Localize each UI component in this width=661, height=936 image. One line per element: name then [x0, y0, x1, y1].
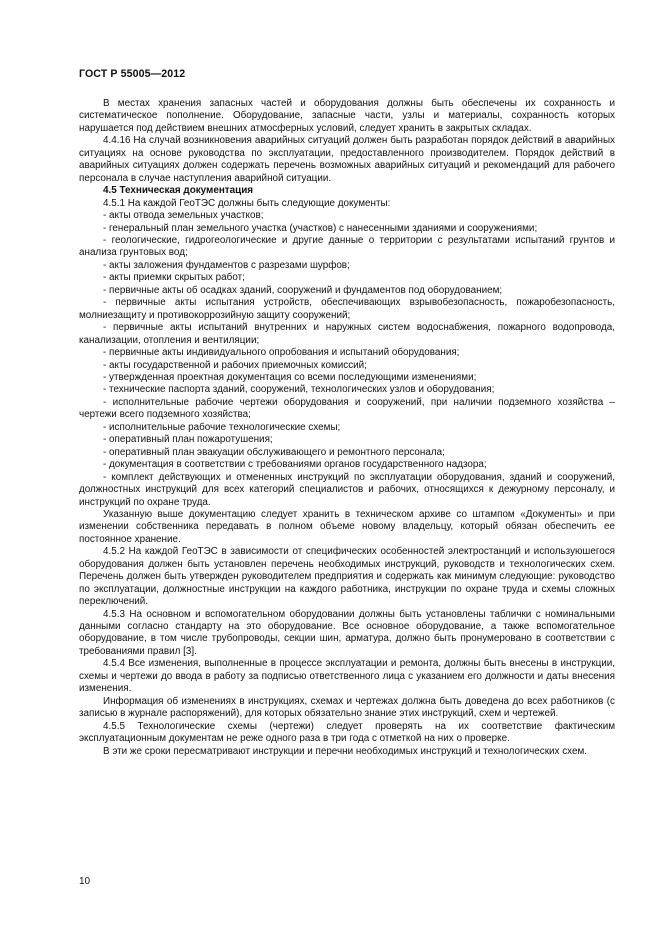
- body-paragraph: - первичные акты испытаний внутренних и наружных систем водоснабжения, пожарного водопровода, канализации, отопления и вентиляции;: [79, 322, 615, 346]
- body-paragraph: Указанную выше документацию следует хранить в техническом архиве со штампом «Документы» и при изменении собственника передавать в полном объеме новому владельцу, который обязан обеспечить ее постоянное хранение.: [79, 508, 615, 545]
- body-paragraph: - акты приемки скрытых работ;: [103, 272, 245, 284]
- body-paragraph: - утвержденная проектная документация со всеми последующими изменениями;: [103, 371, 477, 383]
- section-heading: 4.5 Техническая документация: [103, 185, 254, 197]
- body-paragraph: 4.5.2 На каждой ГеоТЭС в зависимости от специфических особенностей электростанций и используюшегося оборудования должен быть установлен перечень необходимых инструкций, руководств и технологических схем. Перечень должен быть утвержден руководителем предприятия и содержать как минимум следующие: руководство по эксплуатации, должностные инструкции на каждого работника, инструкции по охране труда и схемы сложных переключений.: [79, 546, 615, 608]
- body-paragraph: - оперативный план пожаротушения;: [103, 434, 273, 446]
- body-paragraph: - генеральный план земельного участка (участков) с нанесенными зданиями и сооружениями;: [103, 222, 538, 234]
- body-paragraph: - акты отвода земельных участков;: [103, 210, 264, 222]
- body-paragraph: 4.4.16 На случай возникновения аварийных ситуаций должен быть разработан порядок действий в аварийных ситуациях на основе руководства по эксплуатации, предоставленного производителем. Порядок действий в аварийных ситуациях должен содержать перечень возможных аварийных ситуаций и рекомендаций для рабочего персонала в случае наступления аварийной ситуации.: [79, 135, 615, 184]
- body-paragraph: - комплект действующих и отмененных инструкций по эксплуатации оборудования, зданий и сооружений, должностных инструкций для всех категорий специалистов и рабочих, относящихся к дежурному персоналу, и инструкций по охране труда.: [79, 471, 615, 508]
- body-paragraph: - первичные акты об осадках зданий, сооружений и фундаментов под оборудованием;: [103, 284, 503, 296]
- standard-header: ГОСТ Р 55005—2012: [79, 68, 186, 80]
- body-paragraph: Информация об изменениях в инструкциях, схемах и чертежах должна быть доведена до всех работников (с записью в журнале распоряжений), для которых обязательно знание этих инструкций, схем и чертежей.: [79, 695, 615, 720]
- body-paragraph: - документация в соответствии с требованиями органов государственного надзора;: [103, 459, 487, 471]
- body-paragraph: 4.5.3 На основном и вспомогательном оборудовании должны быть установлены таблички с номинальными данными согласно стандарту на это оборудование. Все основное оборудование, а также вспомогательное оборудование, в том числе трубопроводы, секции шин, арматура, должно быть пронумеровано в соответствии с требованиями правил [3].: [79, 608, 615, 657]
- body-paragraph: 4.5.1 На каждой ГеоТЭС должны быть следующие документы:: [103, 197, 391, 209]
- body-paragraph: - акты государственной и рабочих приемочных комиссий;: [103, 359, 367, 371]
- body-paragraph: 4.5.4 Все изменения, выполненные в процессе эксплуатации и ремонта, должны быть внесены в инструкции, схемы и чертежи до ввода в работу за подписью ответственного лица с указанием его должности и даты внесения изменения.: [79, 658, 615, 695]
- body-paragraph: В эти же сроки пересматривают инструкции и перечни необходимых инструкций и технологических схем.: [103, 745, 588, 757]
- body-paragraph: - технические паспорта зданий, сооружений, технологических узлов и оборудования;: [103, 384, 495, 396]
- body-paragraph: - оперативный план эвакуации обслуживающего и ремонтного персонала;: [103, 446, 445, 458]
- body-paragraph: - первичные акты индивидуального опробования и испытаний оборудования;: [103, 347, 460, 359]
- body-paragraph: В местах хранения запасных частей и оборудования должны быть обеспечены их сохранность и систематическое пополнение. Оборудование, запасные части, узлы и материалы, сохранность которых нарушается под действием внешних атмосферных условий, следует хранить в закрытых складах.: [79, 98, 615, 134]
- page-number: 10: [79, 876, 91, 887]
- body-paragraph: - первичные акты испытания устройств, обеспечивающих взрывобезопасность, пожаробезопасность, молниезащиту и противокоррозийную защиту сооружений;: [79, 297, 615, 321]
- body-paragraph: - исполнительные рабочие технологические схемы;: [103, 421, 341, 433]
- body-paragraph: - исполнительные рабочие чертежи оборудования и сооружений, при наличии подземного хозяйства – чертежи всего подземного хозяйства;: [79, 396, 615, 421]
- body-paragraph: - акты заложения фундаментов с разрезами шурфов;: [103, 259, 350, 271]
- body-paragraph: 4.5.5 Технологические схемы (чертежи) следует проверять на их соответствие фактическим эксплуатационным документам не реже одного раза в три года с отметкой на них о проверке.: [79, 720, 615, 745]
- document-body: [79, 98, 615, 758]
- body-paragraph: - геологические, гидрогеологические и другие данные о территории с результатами испытаний грунтов и анализа грунтовых вод;: [79, 234, 615, 259]
